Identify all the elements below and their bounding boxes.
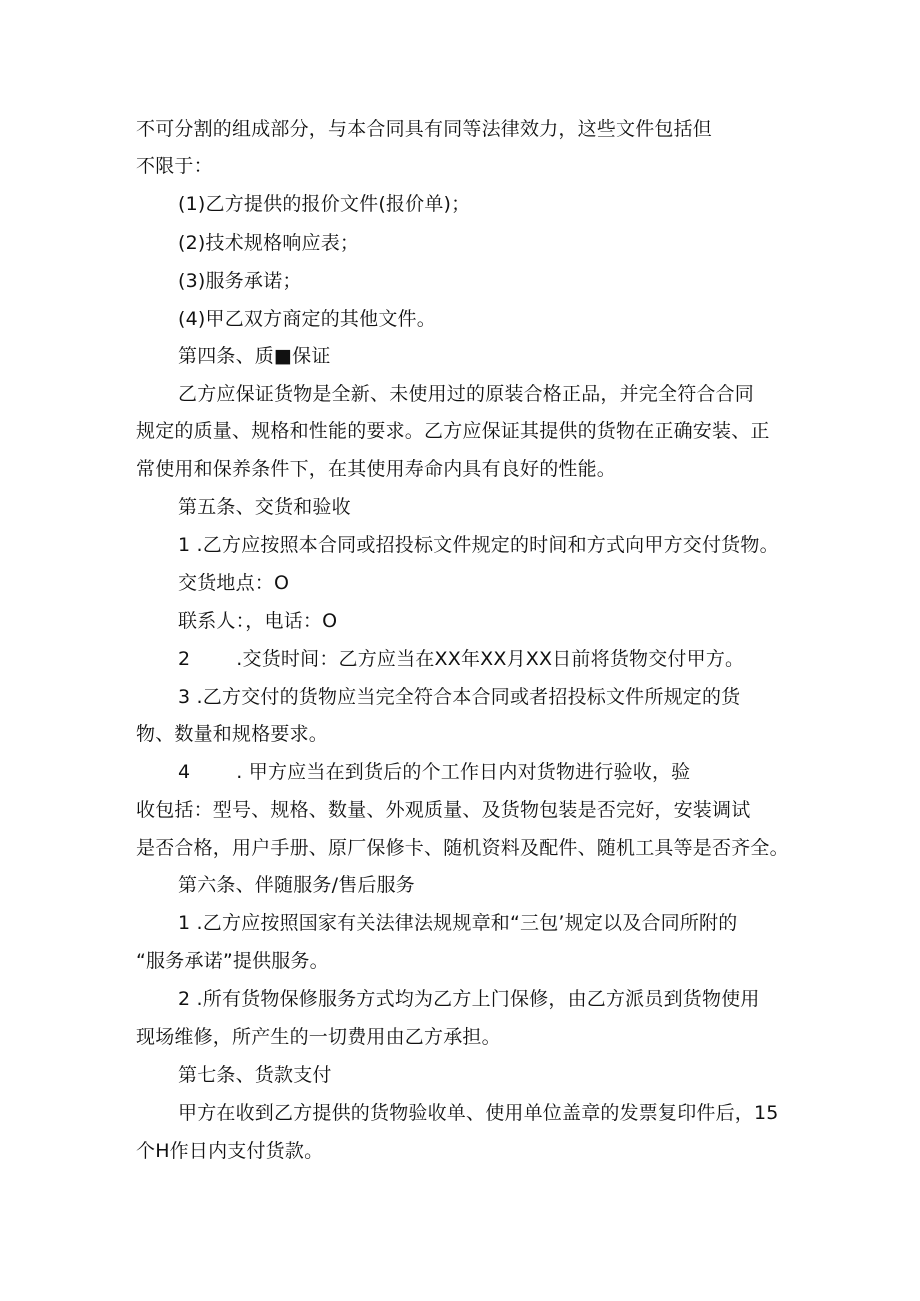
- paragraph-line: 是否合格，用户手册、原厂保修卡、随机资料及配件、随机工具等是否齐全。: [136, 837, 789, 859]
- numbered-line: [178, 759, 690, 785]
- paragraph-line: 3 .乙方交付的货物应当完全符合本合同或者招投标文件所规定的货: [178, 686, 741, 708]
- section-heading: 第六条、伴随服务/售后服务: [178, 874, 416, 896]
- numbered-line: [178, 646, 744, 672]
- paragraph-line: 甲方在收到乙方提供的货物验收单、使用单位盖章的发票复印件后，15: [178, 1102, 779, 1124]
- paragraph-line: 现场维修，所产生的一切费用由乙方承担。: [136, 1026, 501, 1048]
- paragraph-line: 不可分割的组成部分，与本合同具有同等法律效力，这些文件包括但: [136, 118, 713, 140]
- paragraph-line: 物、数量和规格要求。: [136, 723, 329, 745]
- paragraph-line: 交货地点：O: [178, 572, 290, 594]
- item-text: .交货时间：乙方应当在XX年XX月XX日前将货物交付甲方。: [236, 648, 745, 670]
- paragraph-line: 1 .乙方应按照国家有关法律法规规章和“三包’规定以及合同所附的: [178, 912, 738, 934]
- paragraph-line: 不限于：: [136, 155, 213, 177]
- paragraph-line: 联系人：，电话：O: [178, 610, 338, 632]
- paragraph-line: 个H作日内支付货款。: [136, 1140, 324, 1162]
- item-text: . 甲方应当在到货后的个工作日内对货物进行验收，验: [236, 761, 691, 783]
- list-item: (4)甲乙双方商定的其他文件。: [178, 308, 436, 330]
- paragraph-line: 规定的质量、规格和性能的要求。乙方应保证其提供的货物在正确安装、正: [136, 420, 770, 442]
- section-heading: 第七条、货款支付: [178, 1064, 332, 1086]
- section-heading: 第四条、质■保证: [178, 345, 331, 367]
- paragraph-line: 1 .乙方应按照本合同或招投标文件规定的时间和方式向甲方交付货物。: [178, 534, 779, 556]
- paragraph-line: 常使用和保养条件下，在其使用寿命内具有良好的性能。: [136, 458, 617, 480]
- item-number: 2: [178, 648, 191, 670]
- item-number: 4: [178, 761, 191, 783]
- paragraph-line: 收包括：型号、规格、数量、外观质量、及货物包装是否完好，安装调试: [136, 799, 751, 821]
- paragraph-line: “服务承诺”提供服务。: [136, 950, 329, 972]
- section-heading: 第五条、交货和验收: [178, 496, 351, 518]
- list-item: (1)乙方提供的报价文件(报价单)；: [178, 193, 471, 215]
- list-item: (3)服务承诺；: [178, 270, 302, 292]
- paragraph-line: 乙方应保证货物是全新、未使用过的原装合格正品，并完全符合合同: [178, 383, 755, 405]
- paragraph-line: 2 .所有货物保修服务方式均为乙方上门保修，由乙方派员到货物使用: [178, 988, 760, 1010]
- list-item: (2)技术规格响应表；: [178, 232, 360, 254]
